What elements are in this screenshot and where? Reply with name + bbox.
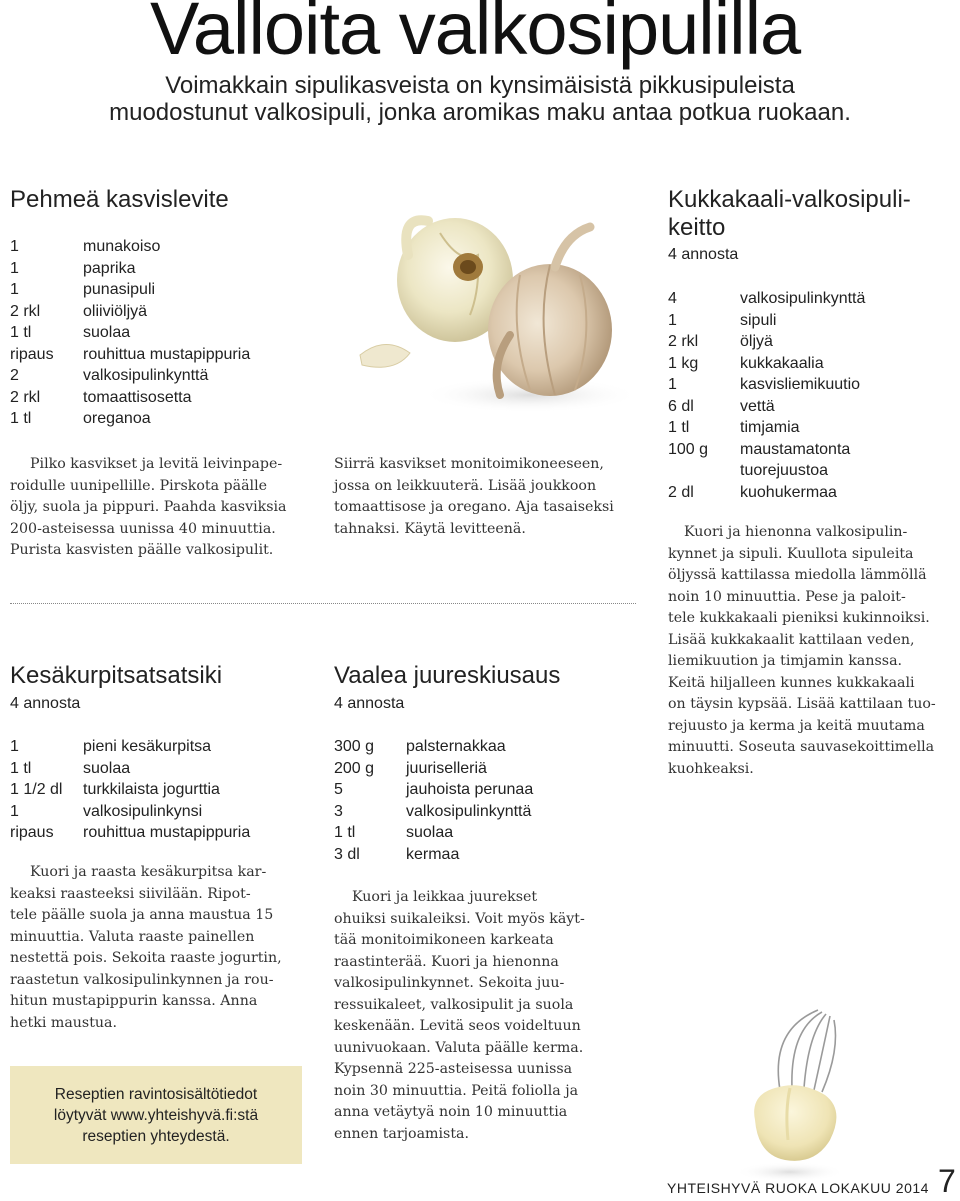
ingredient-qty: 1 tl xyxy=(10,324,32,341)
method-line: Kuori ja raasta kesäkurpitsa kar- xyxy=(30,864,267,880)
ingredient-name xyxy=(740,439,850,482)
method-line: jossa on leikkuuterä. Lisää joukkoon xyxy=(334,477,597,494)
ingredient-list-levite xyxy=(10,236,250,430)
method-line: tahnaksi. Käytä levitteenä. xyxy=(334,520,526,537)
ingredient-name: suolaa xyxy=(83,324,131,341)
method-line: raastinterää. Kuori ja hienonna xyxy=(334,953,559,970)
method-line: Kypsennä 225-asteisessa uunissa xyxy=(334,1061,573,1077)
ingredient-row xyxy=(668,482,865,504)
ingredient-name: rouhittua mustapippuria xyxy=(83,824,251,841)
method-line: noin 10 minuuttia. Pese ja paloit- xyxy=(668,588,906,605)
ingredient-qty: 1 tl xyxy=(668,419,690,436)
ingredient-name: valkosipulinkynttä xyxy=(406,802,532,820)
method-line: Kuori ja hienonna valkosipulin- xyxy=(684,524,908,540)
ingredient-row xyxy=(334,801,533,823)
ingredient-qty: 3 xyxy=(334,802,343,820)
method-line: noin 30 minuuttia. Peitä foliolla ja xyxy=(334,1082,579,1099)
page-number: 7 xyxy=(938,1163,956,1199)
info-line: reseptien yhteydestä. xyxy=(82,1127,230,1145)
ingredient-row xyxy=(10,801,250,823)
method-line: uunivuokaan. Valuta päälle kerma. xyxy=(334,1039,584,1056)
method-line: Siirrä kasvikset monitoimikoneeseen, xyxy=(334,456,604,472)
ingredient-name: valkosipulinkynttä xyxy=(740,290,866,307)
ingredient-name: pieni kesäkurpitsa xyxy=(83,738,212,755)
ingredient-row xyxy=(334,844,533,866)
ingredient-list-keitto xyxy=(668,288,865,503)
ingredient-name: kasvisliemikuutio xyxy=(740,376,861,393)
ingredient-name: juuriselleriä xyxy=(406,759,487,777)
ingredient-row xyxy=(10,387,250,409)
ingredient-qty: 3 dl xyxy=(334,845,360,863)
ingredient-qty: 2 rkl xyxy=(10,302,41,320)
sauce-whisk-photo xyxy=(730,1000,860,1185)
ingredient-qty: 6 dl xyxy=(668,397,694,415)
recipe-title-levite: Pehmeä kasvislevite xyxy=(10,186,229,213)
ingredient-row xyxy=(10,758,250,780)
method-line: minuutti. Soseuta sauvasekoittimella xyxy=(668,739,935,755)
ingredient-name: valkosipulinkynsi xyxy=(83,802,203,820)
ingredient-row xyxy=(10,258,250,280)
ingredient-qty: 5 xyxy=(334,781,343,798)
ingredient-qty: 2 dl xyxy=(668,483,694,501)
ingredient-qty: 4 xyxy=(668,290,677,307)
ingredient-qty: 1 xyxy=(10,238,19,255)
ingredient-row xyxy=(10,779,250,801)
ingredient-name: sipuli xyxy=(740,311,777,329)
recipe-title-juureskiusaus: Vaalea juureskiusaus xyxy=(334,662,561,689)
ingredient-row xyxy=(334,822,533,844)
method-line: öljyssä kattilassa miedolla lämmöllä xyxy=(668,567,927,583)
ingredient-name: palsternakkaa xyxy=(406,738,506,755)
ingredient-row xyxy=(668,310,865,332)
method-line: 200-asteisessa uunissa 40 minuuttia. xyxy=(10,520,276,537)
ingredient-list-tsatsiki xyxy=(10,736,250,844)
ingredient-name-line: maustamatonta xyxy=(740,440,851,458)
recipe-title-line: keitto xyxy=(668,214,726,241)
method-line: rejuusto ja kerma ja keitä muutama xyxy=(668,717,925,734)
method-tsatsiki xyxy=(10,862,282,1034)
method-line: valkosipulinkynnet. Sekoita juu- xyxy=(334,975,565,991)
ingredient-row xyxy=(10,279,250,301)
method-line: on täysin kypsää. Lisää kattilaan tuo- xyxy=(668,696,936,712)
section-divider xyxy=(10,603,636,604)
ingredient-row xyxy=(668,353,865,375)
ingredient-row xyxy=(10,322,250,344)
ingredient-qty: 1 xyxy=(10,281,19,298)
ingredient-name: paprika xyxy=(83,259,136,277)
lead-paragraph xyxy=(60,72,900,126)
servings-juureskiusaus: 4 annosta xyxy=(334,695,405,712)
ingredient-qty: 1 xyxy=(668,376,677,393)
method-levite xyxy=(10,454,287,562)
ingredient-qty: 2 rkl xyxy=(668,333,699,350)
ingredient-row xyxy=(10,736,250,758)
method-line: tää monitoimikoneen karkeata xyxy=(334,932,554,948)
method-line: Kuori ja leikkaa juurekset xyxy=(352,889,538,905)
method-line: kuohkeaksi. xyxy=(668,760,754,777)
method-line: ressuikaleet, valkosipulit ja suola xyxy=(334,996,574,1013)
ingredient-qty: 1 1/2 dl xyxy=(10,781,63,798)
servings-tsatsiki: 4 annosta xyxy=(10,695,81,712)
ingredient-row xyxy=(10,236,250,258)
ingredient-qty: 200 g xyxy=(334,759,375,777)
ingredient-name: suolaa xyxy=(406,824,454,841)
method-line: kynnet ja sipuli. Kuullota sipuleita xyxy=(668,545,914,562)
ingredient-qty: 300 g xyxy=(334,738,375,755)
ingredient-qty: ripaus xyxy=(10,824,54,841)
method-line: anna vetäytyä noin 10 minuuttia xyxy=(334,1104,568,1120)
ingredient-name: vettä xyxy=(740,397,775,415)
ingredient-qty: 1 kg xyxy=(668,354,699,372)
servings-keitto: 4 annosta xyxy=(668,246,739,263)
ingredient-row xyxy=(668,439,865,482)
ingredient-name: rouhittua mustapippuria xyxy=(83,345,251,363)
ingredient-row xyxy=(668,374,865,396)
ingredient-row xyxy=(10,822,250,844)
nutrition-info-text xyxy=(54,1084,258,1147)
method-line: keaksi raasteeksi siivilään. Ripot- xyxy=(10,885,251,902)
recipe-title-line: Kukkakaali-valkosipuli- xyxy=(668,186,911,213)
garlic-photo xyxy=(350,195,640,435)
ingredient-name: kuohukermaa xyxy=(740,483,837,501)
method-juureskiusaus xyxy=(334,887,585,1145)
ingredient-name: suolaa xyxy=(83,759,131,777)
ingredient-row xyxy=(668,331,865,353)
method-line: hitun mustapippurin kanssa. Anna xyxy=(10,993,258,1009)
ingredient-qty: 1 tl xyxy=(10,759,32,777)
ingredient-row xyxy=(668,396,865,418)
method-line: Pilko kasvikset ja levitä leivinpape- xyxy=(30,456,283,472)
ingredient-row xyxy=(10,344,250,366)
ingredient-row xyxy=(334,736,533,758)
method-line: ohuiksi suikaleiksi. Voit myös käyt- xyxy=(334,910,585,927)
recipe-title-tsatsiki: Kesäkurpitsatsatsiki xyxy=(10,662,223,689)
method-line: nestettä pois. Sekoita raaste jogurtin, xyxy=(10,950,282,966)
method-keitto xyxy=(668,522,936,780)
info-line: löytyvät www.yhteishyvä.fi:stä xyxy=(53,1106,259,1124)
ingredient-row xyxy=(334,779,533,801)
ingredient-name: punasipuli xyxy=(83,281,156,298)
ingredient-qty: 2 xyxy=(10,367,19,384)
method-line: Purista kasvisten päälle valkosipulit. xyxy=(10,542,274,558)
ingredient-qty: 1 tl xyxy=(10,410,32,427)
info-line: Reseptien ravintosisältötiedot xyxy=(54,1085,258,1103)
ingredient-name: öljyä xyxy=(740,333,773,350)
method-line: tomaattisose ja oregano. Aja tasaiseksi xyxy=(334,499,614,515)
ingredient-name: kukkakaalia xyxy=(740,354,824,372)
method-line: minuuttia. Valuta raaste painellen xyxy=(10,928,255,945)
lead-line: Voimakkain sipulikasveista on kynsimäisistä pikkusipuleista xyxy=(165,72,795,99)
ingredient-name-line: tuorejuustoa xyxy=(740,462,829,479)
ingredient-qty: 1 xyxy=(10,738,19,755)
ingredient-name: oreganoa xyxy=(83,410,151,427)
lead-line: muodostunut valkosipuli, jonka aromikas maku antaa potkua ruokaan. xyxy=(109,99,851,126)
footer-magazine-label: YHTEISHYVÄ RUOKA LOKAKUU 2014 xyxy=(667,1180,929,1196)
ingredient-row xyxy=(668,288,865,310)
ingredient-row xyxy=(668,417,865,439)
method-line: öljy, suola ja pippuri. Paahda kasviksia xyxy=(10,499,287,515)
ingredient-qty: 1 tl xyxy=(334,824,356,841)
ingredient-row xyxy=(10,365,250,387)
ingredient-name: munakoiso xyxy=(83,238,161,255)
method-line: tele kukkakaali pieniksi kukinnoiksi. xyxy=(668,610,930,626)
method-line: Keitä hiljalleen kunnes kukkakaali xyxy=(668,674,915,691)
method-line: keskenään. Levitä seos voideltuun xyxy=(334,1018,581,1034)
ingredient-name: timjamia xyxy=(740,419,800,436)
method-line: raastetun valkosipulinkynnen ja rou- xyxy=(10,971,274,988)
ingredient-qty: 100 g xyxy=(668,440,709,458)
page-title: Valloita valkosipulilla xyxy=(150,0,801,70)
ingredient-name: jauhoista perunaa xyxy=(406,781,534,798)
ingredient-list-juureskiusaus xyxy=(334,736,533,865)
ingredient-name: oliiviöljyä xyxy=(83,302,148,320)
method-line: tele päälle suola ja anna maustua 15 xyxy=(10,907,274,923)
ingredient-name: valkosipulinkynttä xyxy=(83,367,209,384)
method-line: Lisää kukkakaalit kattilaan veden, xyxy=(668,631,915,648)
ingredient-qty: ripaus xyxy=(10,345,54,363)
ingredient-name: tomaattisosetta xyxy=(83,388,192,406)
method-line: liemikuution ja timjamin kanssa. xyxy=(668,653,903,669)
method-line: roidulle uunipellille. Pirskota päälle xyxy=(10,477,268,494)
ingredient-qty: 1 xyxy=(10,802,19,820)
method-line: hetki maustua. xyxy=(10,1014,118,1031)
recipe-title-keitto xyxy=(668,186,911,242)
ingredient-qty: 1 xyxy=(10,259,19,277)
nutrition-info-box xyxy=(10,1066,302,1164)
ingredient-qty: 2 rkl xyxy=(10,388,41,406)
ingredient-qty: 1 xyxy=(668,311,677,329)
ingredient-row xyxy=(10,301,250,323)
ingredient-name: turkkilaista jogurttia xyxy=(83,781,220,798)
ingredient-name: kermaa xyxy=(406,845,460,863)
method-line: ennen tarjoamista. xyxy=(334,1125,469,1142)
method-levite-continued xyxy=(334,454,614,540)
ingredient-row xyxy=(334,758,533,780)
ingredient-row xyxy=(10,408,250,430)
